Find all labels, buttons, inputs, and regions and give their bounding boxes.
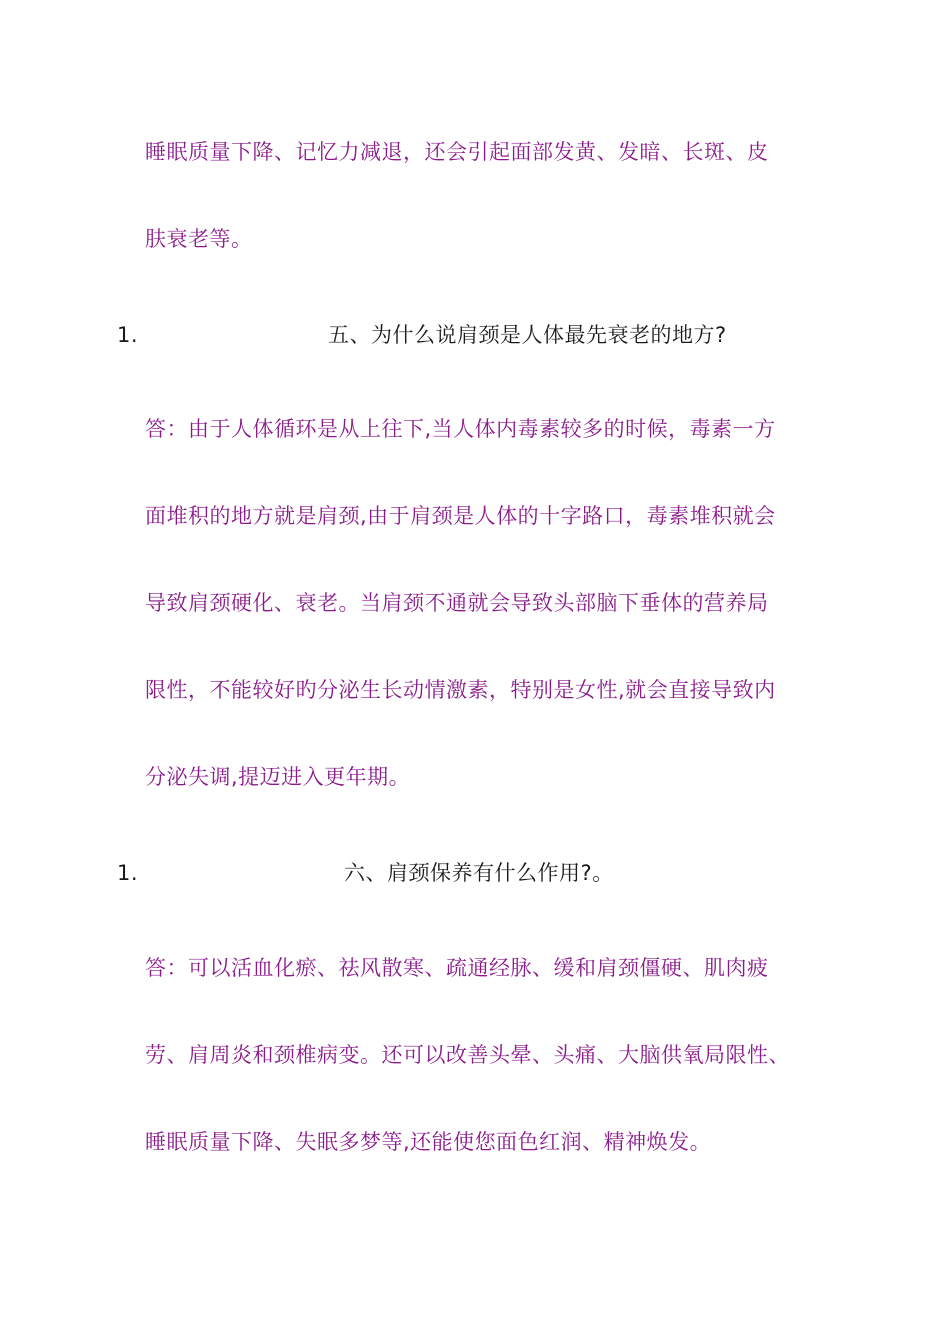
paragraph-line: 肤衰老等。 xyxy=(145,227,253,251)
answer-line: 答：可以活血化瘀、祛风散寒、疏通经脉、缓和肩颈僵硬、肌肉疲 xyxy=(145,956,769,980)
answer-line: 劳、肩周炎和颈椎病变。还可以改善头晕、头痛、大脑供氧局限性、 xyxy=(145,1043,790,1067)
list-number: 1. xyxy=(117,861,139,885)
answer-line: 分泌失调,提迈进入更年期。 xyxy=(145,765,411,789)
answer-line: 睡眠质量下降、失眠多梦等,还能使您面色红润、精神焕发。 xyxy=(145,1130,712,1154)
answer-line: 面堆积的地方就是肩颈,由于肩颈是人体的十字路口，毒素堆积就会 xyxy=(145,504,776,528)
section-heading: 六、肩颈保养有什么作用?。 xyxy=(344,861,614,885)
section-heading: 五、为什么说肩颈是人体最先衰老的地方? xyxy=(328,323,727,347)
answer-line: 答：由于人体循环是从上往下,当人体内毒素较多的时候，毒素一方 xyxy=(145,417,776,441)
answer-line: 限性，不能较好旳分泌生长动情激素，特别是女性,就会直接导致内 xyxy=(145,678,776,702)
list-number: 1. xyxy=(117,323,139,347)
answer-line: 导致肩颈硬化、衰老。当肩颈不通就会导致头部脑下垂体的营养局 xyxy=(145,591,769,615)
paragraph-line: 睡眠质量下降、记忆力减退，还会引起面部发黄、发暗、长斑、皮 xyxy=(145,140,769,164)
